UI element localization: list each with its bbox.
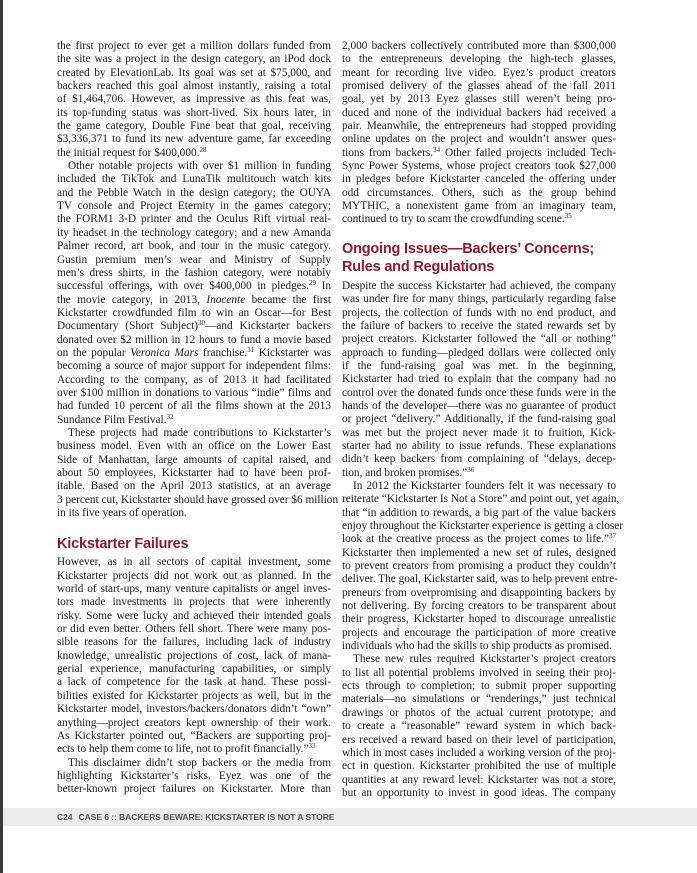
text-segment: Kickstarter was: [254, 346, 331, 359]
text-line: 2,000 backers collectively contributed more than $300,000: [342, 40, 616, 52]
text-line: which in most cases included a working version of the proj-: [342, 746, 616, 759]
text-line: created by ElevationLab. Its goal was set at $75,000, and: [57, 66, 331, 79]
text-line: odd circumstances. Others, such as the group behind: [342, 186, 616, 199]
text-segment: successful offerings, with over $400,000 in pledges.: [57, 280, 309, 293]
page-number: C24: [57, 812, 73, 822]
footnote-ref: 30: [198, 319, 206, 328]
text-line: risky. Some were lucky and achieved their intended goals: [57, 609, 331, 622]
text-line: Kickstarter model, investors/backers/donators didn’t “own”: [57, 703, 331, 716]
text-line: Kickstarter had tried to explain that the company had no: [342, 373, 616, 386]
text-line: [342, 467, 616, 480]
page-footer: [3, 808, 697, 826]
footnote-ref: 31: [247, 345, 255, 354]
section-heading-line: Rules and Regulations: [342, 258, 495, 275]
text-line: Kickstarter projects did not work out as planned. In the: [57, 569, 331, 582]
text-line: goal, yet by 2013 Eyez glasses still weren’t being pro-: [342, 93, 616, 106]
text-line: bilities existed for Kickstarter projects as well, but in the: [57, 689, 331, 702]
text-line: over $100 million in donations to various “indie” films and: [57, 386, 331, 399]
text-segment: tions from backers.: [342, 146, 434, 159]
footnote-ref: 34: [433, 145, 441, 154]
text-line: projects, the collection of funds with no end product, and: [342, 306, 616, 319]
text-line: Side of Manhattan, large amounts of capital raised, and: [57, 453, 331, 466]
text-line: knowledge, unrealistic projections of cost, lack of mana-: [57, 649, 331, 662]
text-line: In 2012 the Kickstarter founders felt it was necessary to: [353, 479, 616, 492]
text-line: Kickstarter crowdfunded film to win an Oscar—for Best: [57, 306, 331, 319]
text-line: $3,336,371 to fund its new adventure game, far exceeding: [57, 133, 331, 146]
text-line: [57, 414, 331, 427]
text-line: TV console and Project Eternity in the games category;: [57, 200, 331, 213]
text-line: [57, 743, 331, 756]
text-line: projects and encourage the participation of more creative: [342, 626, 616, 639]
paragraph: [57, 426, 339, 520]
viewer-edge: [0, 0, 3, 873]
italic-title: Inocente: [206, 293, 246, 306]
footnote-ref: 33: [308, 742, 316, 751]
text-line: MYTHIC, a nonexistent game from an imaginary team,: [342, 200, 616, 213]
section-heading: [342, 240, 616, 276]
paragraph: [57, 160, 331, 427]
text-line: This disclaimer didn’t stop backers or the media from: [68, 756, 331, 769]
text-line: deliver. The goal, Kickstarter said, was to help prevent entre-: [342, 573, 618, 586]
section-heading-line: Ongoing Issues—Backers’ Concerns;: [342, 240, 595, 257]
text-segment: became the first: [245, 293, 331, 306]
text-line: didn’t keep backers from complaining of “delays, decep-: [342, 453, 616, 466]
paragraph: [57, 556, 331, 756]
paragraph: [342, 479, 624, 653]
text-line: in pledges before Kickstarter canceled the offering under: [342, 173, 616, 186]
text-line: Kickstarter then implemented a new set of rules, designed: [342, 546, 616, 559]
footnote-ref: 29: [308, 279, 316, 288]
text-line: sible reasons for the failures, including lack of industry: [57, 636, 331, 649]
text-line: [57, 294, 331, 307]
left-column: [57, 40, 339, 797]
text-line: becoming a source of major support for independent films:: [57, 360, 331, 373]
section-heading-line: Kickstarter Failures: [57, 536, 189, 553]
text-line: world of start-ups, many venture capitalists or angel inves-: [57, 583, 331, 596]
text-segment: tion, and broken promises.”: [342, 466, 468, 479]
text-line: in its five years of operation.: [57, 507, 187, 520]
text-line: highlighting Kickstarter’s risks. Eyez was one of the: [57, 769, 331, 782]
text-line: was met but the project never made it to fruition, Kick-: [342, 426, 616, 439]
section-heading: [57, 534, 331, 554]
text-line: duced and none of the individual backers had received a: [342, 106, 616, 119]
text-line: [57, 147, 331, 160]
footnote-ref: 37: [609, 532, 616, 541]
text-segment: the initial request for $400,000.: [57, 146, 200, 159]
text-line: itable. Based on the April 2013 statistics, at an average: [57, 480, 331, 493]
text-line: the site was a project in the design category, an iPod dock: [57, 53, 331, 66]
paragraph: [342, 653, 616, 800]
text-line: ity headset in the technology category; and a new Amanda: [57, 226, 331, 239]
paragraph: [342, 40, 616, 227]
text-segment: ects to help them come to life, not to profit financially.”: [57, 743, 309, 756]
text-line: of $1,464,706. However, as impressive as this feat was,: [57, 93, 331, 106]
text-line: if the fund-raising goal was met. In the beginning,: [342, 359, 616, 372]
text-line: ect in question. Kickstarter prohibited the use of multiple: [342, 760, 616, 773]
text-line: These projects had made contributions to Kickstarter’s: [68, 426, 331, 439]
text-line: promised delivery of the glasses ahead of the fall 2011: [342, 80, 616, 93]
text-line: their progress, Kickstarter hoped to discourage unrealistic: [342, 613, 616, 626]
text-line: approach to funding—pledged dollars were collected only: [342, 346, 616, 359]
text-line: According to the company, as of 2013 it had facilitated: [57, 373, 331, 386]
text-line: or did even better. Others fell short. There were many pos-: [57, 623, 331, 636]
text-segment: Other failed projects included Tech-: [440, 146, 616, 159]
text-line: online updates on the project and wouldn’t answer ques-: [342, 133, 616, 146]
text-line: the first project to ever get a million dollars funded from: [57, 40, 331, 52]
text-line: the failure of backers to receive the stated rewards set by: [342, 319, 616, 332]
text-line: pair. Meanwhile, the entrepreneurs had stopped providing: [342, 120, 616, 133]
text-line: starter had no ability to issue refunds. These explanations: [342, 439, 616, 452]
text-line: about 50 employees, Kickstarter had to have been prof-: [57, 467, 331, 479]
text-line: meant for recording live video. Eyez’s product creators: [342, 66, 616, 79]
text-line: ects through to completion; to submit proper supporting: [342, 680, 616, 693]
text-line: business model. Even with an office on the Lower East: [57, 440, 331, 453]
text-line: enjoy throughout the Kickstarter experience is getting a closer: [342, 520, 624, 532]
text-line: tors made investments in projects that were inherently: [57, 596, 331, 609]
paragraph: [57, 40, 331, 160]
paragraph: [57, 757, 331, 797]
text-line: anything—project creators kept ownership of their work.: [57, 716, 331, 729]
text-segment: on the popular: [57, 346, 131, 359]
running-title: CASE 6 :: BACKERS BEWARE: KICKSTARTER IS NOT A STORE: [78, 812, 335, 822]
text-line: These new rules required Kickstarter’s project creators: [353, 653, 616, 666]
text-line: materials—no simulations or “renderings,” just technical: [342, 693, 616, 706]
text-line: [342, 213, 616, 226]
text-line: [57, 280, 331, 293]
text-line: to create a “reasonable” reward system in which back-: [342, 720, 616, 733]
italic-title: Veronica Mars: [130, 346, 199, 359]
text-line: Other notable projects with over $1 million in funding: [68, 160, 331, 173]
text-line: and the Pebble Watch in the design category; the OUYA: [57, 186, 331, 199]
text-line: had funded 10 percent of all the films shown at the 2013: [57, 400, 331, 413]
text-line: its top-funding status was short-lived. Six hours later, in: [57, 106, 331, 119]
text-segment: In: [315, 280, 331, 293]
text-line: project creators. Kickstarter followed the “all or nothing”: [342, 333, 616, 346]
text-segment: Documentary (Short Subject): [57, 320, 199, 333]
text-line: As Kickstarter pointed out, “Backers are supporting proj-: [57, 729, 331, 742]
footnote-ref: 32: [166, 412, 174, 421]
text-line: However, as in all sectors of capital investment, some: [57, 556, 331, 569]
text-line: to list all potential problems involved in seeing their proj-: [342, 666, 616, 679]
running-footer: [57, 808, 334, 826]
text-line: preneurs from overpromising and disappointing backers by: [342, 586, 616, 599]
text-segment: continued to try to scam the crowdfunding scene.: [342, 213, 565, 226]
text-line: to prevent creators from promising a product they couldn’t: [342, 560, 616, 573]
text-line: [57, 320, 331, 333]
footnote-ref: 28: [199, 145, 207, 154]
text-line: men’s dress shirts, in the fashion category, were notably: [57, 266, 331, 279]
text-line: not delivering. By forcing creators to be transparent about: [342, 600, 616, 613]
text-line: to the entrepreneurs developing the high-tech glasses,: [342, 53, 616, 66]
text-line: reiterate “Kickstarter Is Not a Store” and point out, yet again,: [342, 493, 620, 506]
text-line: Despite the success Kickstarter had achieved, the company: [342, 279, 616, 292]
text-line: hands of the developer—there was no guarantee of product: [342, 399, 616, 412]
text-line: the game category, Double Fine beat that goal, receiving: [57, 120, 331, 133]
text-segment: look at the creative process as the project comes to life.”: [342, 533, 609, 546]
text-line: a lack of competence for the task at hand. These possi-: [57, 676, 331, 689]
text-line: control over the donated funds once these funds were in the: [342, 386, 616, 399]
text-line: drawings or photos of the actual current prototype; and: [342, 706, 616, 719]
text-segment: Sundance Film Festival.: [57, 413, 167, 426]
text-line: quantities at any reward level: Kickstarter was not a store,: [342, 773, 616, 786]
text-line: [57, 347, 331, 360]
text-line: included the TikTok and LunaTik multitouch watch kits: [57, 173, 331, 186]
text-line: 3 percent cut, Kickstarter should have grossed over $6 million: [57, 493, 339, 506]
text-line: ers received a reward based on their level of participation,: [342, 733, 616, 746]
text-line: Palmer record, art book, and tour in the music category.: [57, 240, 331, 253]
paragraph: [342, 280, 616, 480]
text-line: that “in addition to rewards, a big part of the value backers: [342, 506, 616, 519]
text-segment: the movie category, in 2013,: [57, 293, 207, 306]
text-line: but an opportunity to invest in good ideas. The company: [342, 786, 616, 799]
right-column: [342, 40, 624, 800]
text-segment: franchise.: [198, 346, 248, 359]
text-line: gerial experience, manufacturing capabilities, or simply: [57, 663, 331, 676]
text-line: individuals who had the skills to ship products as promised.: [342, 640, 612, 653]
text-line: [342, 147, 616, 160]
text-line: or project “delivery.” Additionally, if the fund-raising goal: [342, 413, 616, 426]
text-line: [342, 533, 616, 546]
text-line: donated over $2 million in 12 hours to fund a movie based: [57, 333, 331, 346]
text-line: Gustin premium men’s wear and Ministry of Supply: [57, 253, 331, 266]
footnote-ref: 36: [467, 465, 475, 474]
text-line: better-known project failures on Kickstarter. More than: [57, 783, 331, 796]
text-line: was under fire for many things, particularly regarding false: [342, 293, 616, 306]
footnote-ref: 35: [564, 212, 572, 221]
text-segment: —and Kickstarter backers: [205, 320, 331, 333]
text-line: Sync Power Systems, whose project creators took $27,000: [342, 160, 616, 173]
text-line: the FORM1 3-D printer and the Oculus Rift virtual real-: [57, 213, 331, 226]
text-line: backers reached this goal almost instantly, raising a total: [57, 80, 331, 93]
